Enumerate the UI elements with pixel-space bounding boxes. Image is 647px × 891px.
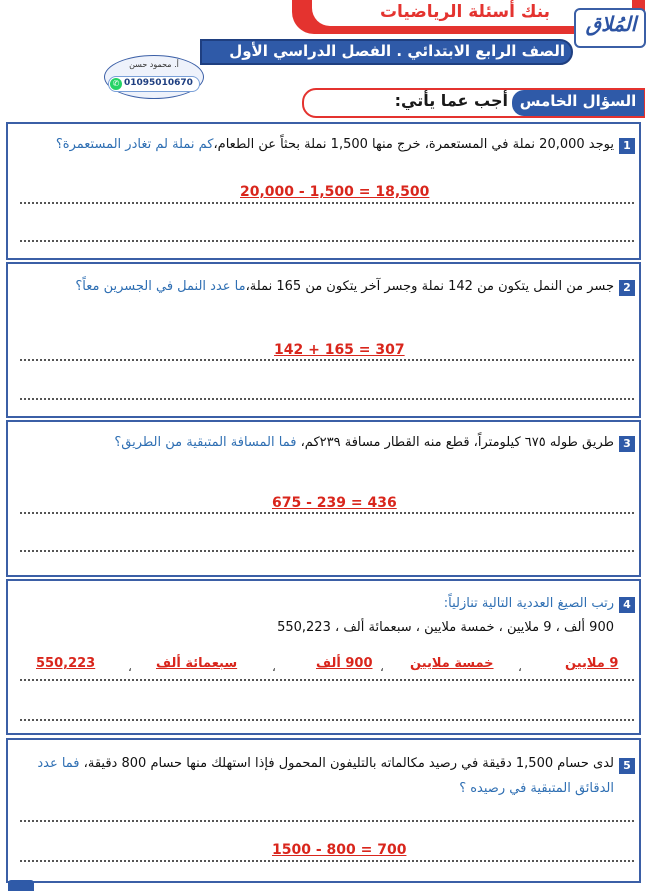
answer: 20,000 - 1,500 = 18,500: [240, 184, 430, 200]
answer: 675 - 239 = 436: [272, 495, 397, 511]
teacher-phone: 01095010670: [124, 78, 193, 88]
answer-line: [20, 240, 634, 242]
logo-text: المُلاق: [585, 12, 637, 36]
separator: ،: [272, 660, 276, 674]
answer: 1500 - 800 = 700: [272, 842, 407, 858]
separator: ،: [518, 660, 522, 674]
question-main: 900 ألف ، 9 ملايين ، خمسة ملايين ، سبعمائة ألف ، 550,223: [277, 620, 614, 635]
answer-line: [20, 512, 634, 514]
question-number: 3: [619, 436, 635, 452]
answer-line: [20, 820, 634, 822]
question-box-5: [6, 738, 641, 883]
question-number: 4: [619, 597, 635, 613]
question-ask: فما المسافة المتبقية من الطريق؟: [114, 435, 297, 450]
question-main: طريق طوله ٦٧٥ كيلومتراً، قطع منه القطار مسافة ٢٣٩كم،: [300, 435, 614, 450]
question-text: [22, 430, 614, 455]
ordered-item: 550,223: [36, 656, 96, 671]
corner-marker: [8, 880, 34, 891]
grade-text: الصف الرابع الابتدائي . الفصل الدراسي الأول: [229, 42, 565, 60]
question-box-2: [6, 262, 641, 418]
question-text: [22, 751, 614, 801]
ordered-answer: [10, 656, 628, 686]
question-text: [22, 132, 614, 157]
question-label: السؤال الخامس: [519, 92, 637, 110]
answer-line: [20, 860, 634, 862]
question-ask: ما عدد النمل في الجسرين معاً؟: [75, 279, 246, 294]
separator: ،: [380, 660, 384, 674]
answer-line: [20, 202, 634, 204]
question-number: 2: [619, 280, 635, 296]
question-box-3: [6, 420, 641, 577]
question-ask: فما عدد الدقائق المتبقية في رصيده ؟: [37, 756, 614, 796]
ordered-item: سبعمائة ألف: [156, 656, 238, 671]
question-main: يوجد 20,000 نملة في المستعمرة، خرج منها 1,500 نملة بحثاً عن الطعام،: [213, 137, 614, 152]
question-box-1: [6, 122, 641, 260]
ordered-item: خمسة ملايين: [410, 656, 494, 671]
ordered-item: 900 ألف: [316, 656, 373, 671]
question-number: 5: [619, 758, 635, 774]
teacher-name: أ. محمود حسن: [129, 60, 179, 69]
question-text: [22, 274, 614, 299]
question-number: 1: [619, 138, 635, 154]
separator: ،: [128, 660, 132, 674]
question-ask: كم نملة لم تغادر المستعمرة؟: [55, 137, 214, 152]
ordered-item: 9 ملايين: [565, 656, 619, 671]
question-main: جسر من النمل يتكون من 142 نملة وجسر آخر يتكون من 165 نملة،: [245, 279, 614, 294]
question-ask: رتب الصيغ العددية التالية تنازلياً:: [443, 596, 614, 611]
answer-line: [20, 719, 634, 721]
banner-title: بنك أسئلة الرياضيات: [379, 2, 551, 22]
answer-line: [20, 359, 634, 361]
whatsapp-icon: ✆: [110, 78, 122, 90]
answer-line: [20, 550, 634, 552]
question-main: لدى حسام 1,500 دقيقة في رصيد مكالماته بالتليفون المحمول فإذا استهلك منها حسام 800 دقيقة،: [83, 756, 614, 771]
question-instruction: أجب عما يأتي:: [394, 91, 508, 110]
answer-line: [20, 398, 634, 400]
answer: 142 + 165 = 307: [274, 342, 405, 358]
question-ask: [22, 591, 614, 616]
